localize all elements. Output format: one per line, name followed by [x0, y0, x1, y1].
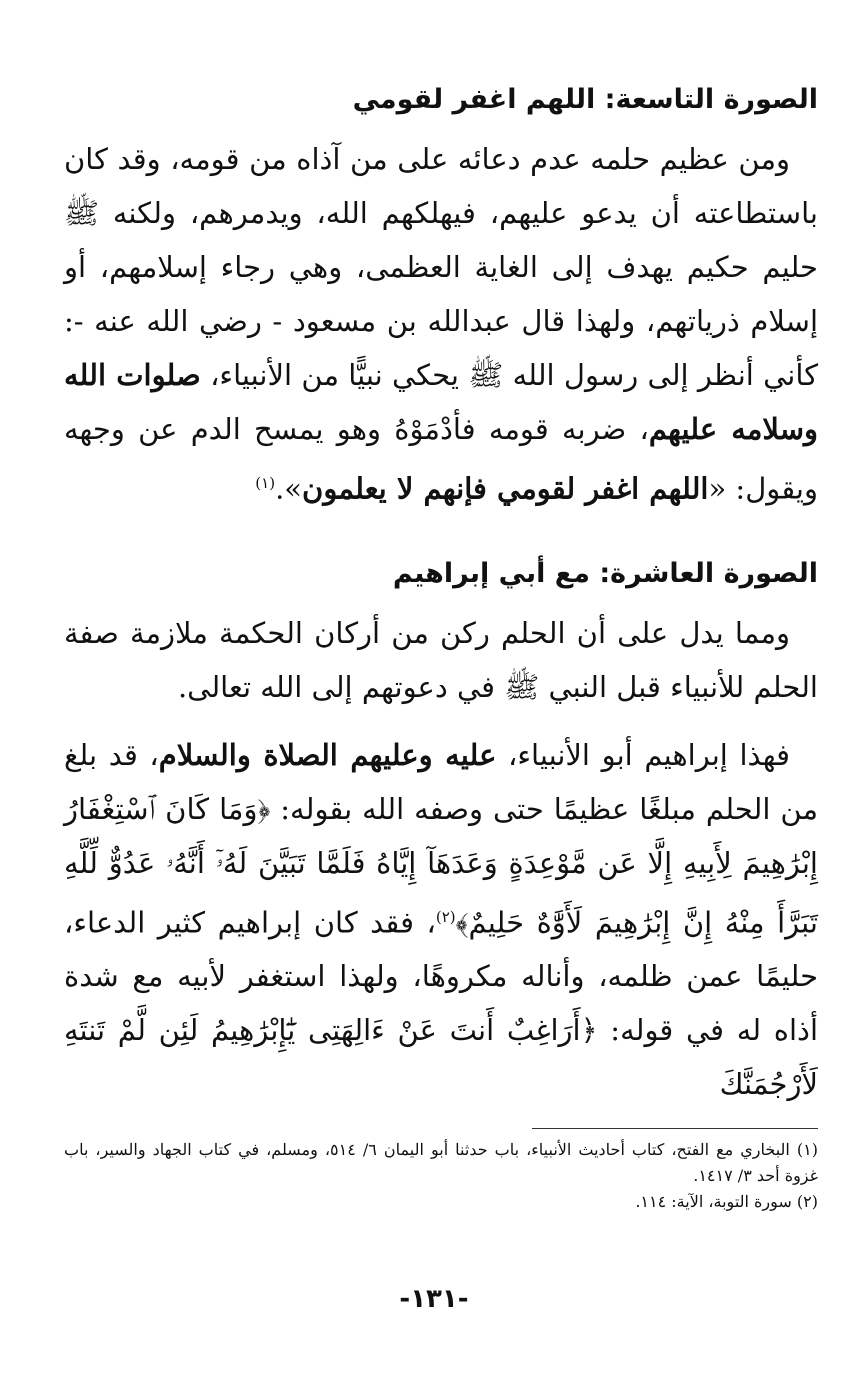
- footnote-ref-2[interactable]: (٢): [435, 907, 456, 926]
- text-run: ، فقد كان إبراهيم كثير الدعاء، حليمًا عمن ظلمه، وأناله مكروهًا، ولهذا استغفر لأبيه مع شدة أذاه له في قوله:: [64, 905, 818, 1048]
- section-heading-tenth: الصورة العاشرة: مع أبي إبراهيم: [392, 557, 818, 589]
- bold-phrase: عليه وعليهم الصلاة والسلام: [158, 737, 497, 772]
- text-run: ».: [275, 471, 303, 506]
- page-body: [64, 78, 818, 1111]
- paragraph-tenth-body: [64, 728, 818, 1112]
- text-run: فهذا إبراهيم أبو الأنبياء،: [496, 737, 790, 772]
- section-heading-ninth: الصورة التاسعة: اللهم اغفر لقومي: [352, 84, 818, 115]
- text-run: ، قد بلغ من الحلم مبلغًا عظيمًا حتى وصفه الله بقوله:: [64, 737, 819, 826]
- quran-verse: ﴿وَمَا كَانَ ٱسْتِغْفَارُ إِبْرَٰهِيمَ لِأَبِيهِ إِلَّا عَن مَّوْعِدَةٍ وَعَدَهَآ إِيَّاهُ فَلَمَّا تَبَيَّنَ لَهُۥٓ أَنَّهُۥ عَدُوٌّ لِّلَّهِ تَبَرَّأَ مِنْهُ إِنَّ إِبْرَٰهِيمَ لَأَوَّٰهٌ حَلِيمٌ﴾: [64, 791, 818, 940]
- page-number: -١٣١-: [399, 1284, 469, 1314]
- footnote-2: (٢) سورة التوبة، الآية: ١١٤.: [635, 1192, 818, 1211]
- footnote-1: (١) البخاري مع الفتح، كتاب أحاديث الأنبياء، باب حدثنا أبو اليمان ٦/ ٥١٤، ومسلم، في كتاب الجهاد والسير، باب غزوة أحد ٣/ ١٤١٧.: [64, 1140, 819, 1185]
- bold-phrase: صلوات الله وسلامه عليهم: [64, 358, 818, 446]
- quoted-prayer: اللهم اغفر لقومي فإنهم لا يعلمون: [302, 471, 709, 506]
- footnote-ref-1[interactable]: (١): [255, 474, 276, 492]
- paragraph-tenth-intro: ومما يدل على أن الحلم ركن من أركان الحكمة ملازمة صفة الحلم للأنبياء قبل النبي ﷺ في دعوتهم إلى الله تعالى.: [64, 615, 818, 704]
- footnote-divider: [532, 1128, 818, 1129]
- paragraph-ninth: [64, 132, 818, 516]
- footnotes: [64, 1128, 818, 1215]
- text-run: ومن عظيم حلمه عدم دعائه على من آذاه من قومه، وقد كان باستطاعته أن يدعو عليهم، فيهلكهم الله، ويدمرهم، ولكنه ﷺ حليم حكيم يهدف إلى الغاية العظمى، وهي رجاء إسلامهم، أو إسلام ذرياتهم، ولهذا قال عبدالله بن مسعود - رضي الله عنه -: كأني أنظر إلى رسول الله ﷺ يحكي نبيًّا من الأنبياء،: [64, 142, 818, 392]
- text-run: ، ضربه قومه فأدْمَوْهُ وهو يمسح الدم عن وجهه ويقول: «: [64, 412, 818, 506]
- quran-verse-continued: ﴿أَرَاغِبٌ أَنتَ عَنْ ءَالِهَتِى يَٰٓإِبْرَٰهِيمُ لَئِن لَّمْ تَنتَهِ لَأَرْجُمَنَّكَ: [64, 1013, 818, 1102]
